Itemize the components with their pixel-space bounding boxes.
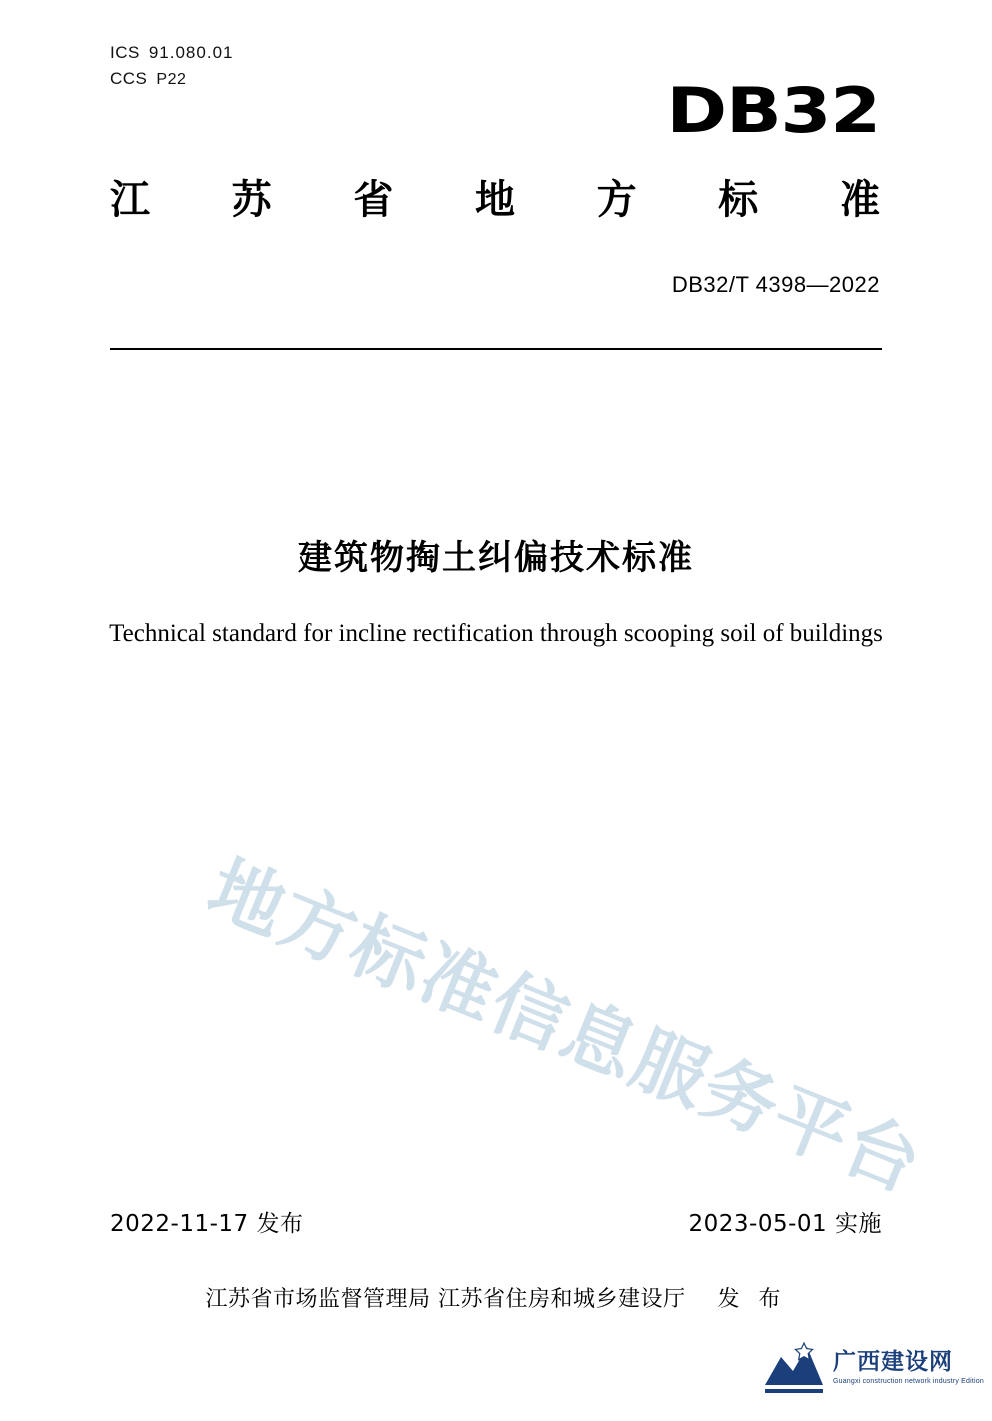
issuer-names: 江苏省市场监督管理局 江苏省住房和城乡建设厅 (205, 1287, 686, 1312)
db32-mark: DB32 (666, 74, 880, 147)
series-char-6: 标 (718, 177, 759, 223)
header-divider (110, 348, 882, 350)
site-logo[interactable] (763, 1341, 984, 1395)
effective-date: 2023-05-01 实施 (688, 1211, 882, 1237)
series-char-2: 苏 (231, 177, 272, 223)
series-char-5: 方 (596, 177, 637, 223)
watermark-text: 地方标准信息服务平台 (196, 844, 934, 1210)
series-char-4: 地 (474, 177, 515, 223)
page-title: 建筑物掏土纠偏技术标准 (298, 538, 694, 578)
brand-name-en: Guangxi construction network industry Edition (832, 1378, 984, 1386)
ccs-label: CCS (110, 69, 148, 89)
dates-row (110, 1205, 882, 1238)
ics-line (110, 40, 233, 66)
issue-date: 2022-11-17 发布 (110, 1211, 304, 1237)
standard-series-title (110, 177, 880, 223)
brand-text (833, 1350, 984, 1386)
star-logo-icon (763, 1341, 825, 1395)
standard-number: DB32/T 4398—2022 (671, 272, 880, 297)
series-char-1: 江 (110, 177, 150, 223)
ics-value: 91.080.01 (148, 43, 234, 62)
ccs-value: P22 (156, 71, 187, 89)
issuing-organizations (0, 1282, 992, 1313)
brand-name-cn: 广西建设网 (832, 1349, 953, 1375)
series-char-7: 准 (839, 177, 880, 223)
ics-label: ICS (110, 43, 140, 62)
classification-block (110, 40, 233, 93)
page-title-english: Technical standard for incline rectification through scooping soil of buildings (109, 620, 883, 647)
publish-label: 发 布 (717, 1287, 787, 1312)
ccs-line (110, 66, 233, 93)
series-char-3: 省 (353, 177, 394, 223)
